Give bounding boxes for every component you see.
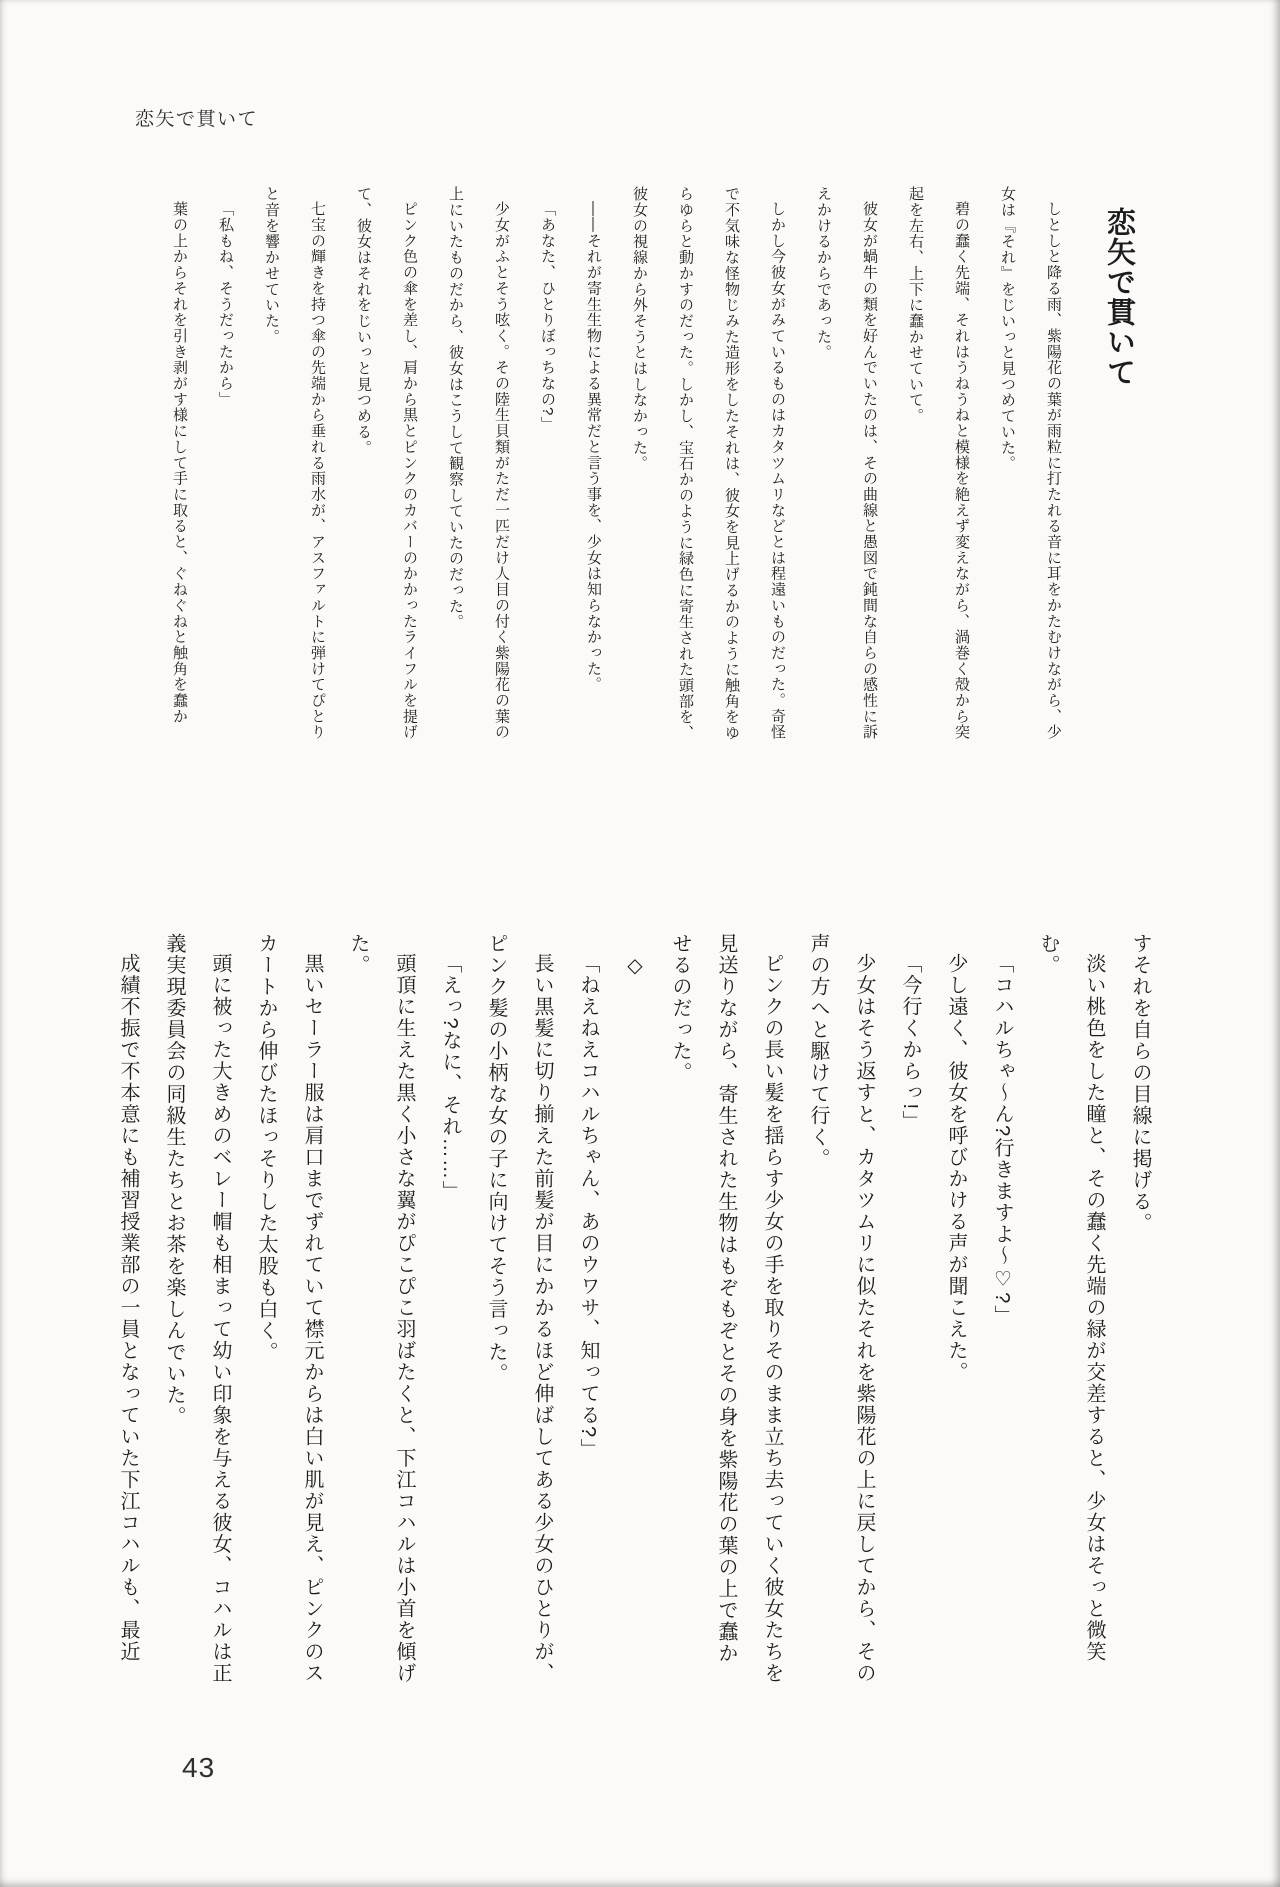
paragraph: 少し遠く、彼女を呼びかける声が聞こえた。 xyxy=(945,953,967,1383)
paragraph: 長い黒髪に切り揃えた前髪が目にかかるほど伸ばしてある少女のひとりが、ピンク髪の小柄な女の子に向けてそう言った。 xyxy=(485,933,553,1684)
paragraph: 碧の蠢く先端、それはうねうねと模様を絶えず変えながら、渦巻く殻から突起を左右、上下に蠢かせていて。 xyxy=(907,186,970,740)
paragraph: 「コハルちゃ〜ん?行きますよ〜♡?」 xyxy=(991,953,1013,1327)
top-paragraph-list xyxy=(156,186,1076,742)
paragraph: しかし今彼女がみているものはカタツムリなどとは程遠いものだった。奇怪で不気味な怪物じみた造形をしたそれは、彼女を見上げるかのように触角をゆらゆらと動かすのだった。しかし、宝石かのように緑色に寄生された頭部を、彼女の視線から外そうとはしなかった。 xyxy=(631,186,786,741)
paragraph: すそれを自らの目線に掲げる。 xyxy=(1129,933,1151,1234)
paragraph: 「ねえねえコハルちゃん、あのウワサ、知ってる?」 xyxy=(577,953,599,1461)
paragraph: 頭に被った大きめのベレー帽も相まって幼い印象を与える彼女、コハルは正義実現委員会の同級生たちとお茶を楽しんでいた。 xyxy=(163,933,231,1684)
paragraph: 「今行くからっ!」 xyxy=(899,953,921,1133)
paragraph: 「えっ?なに、それ……」 xyxy=(439,953,461,1203)
bottom-text-block xyxy=(105,933,1163,1685)
paragraph: 彼女が蝸牛の類を好んでいたのは、その曲線と愚図で鈍間な自らの感性に訴えかけるからであった。 xyxy=(815,186,878,740)
story-title: 恋矢で貫いて xyxy=(1103,207,1135,387)
paragraph: 黒いセーラー服は肩口までずれていて襟元からは白い肌が見え、ピンクのスカートから伸びたほっそりした太股も白く。 xyxy=(255,933,323,1684)
paragraph: ――それが寄生生物による異常だと言う事を、少女は知らなかった。 xyxy=(585,201,602,693)
paragraph: 頭頂に生えた黒く小さな翼がぴこぴこ羽ばたくと、下江コハルは小首を傾げた。 xyxy=(347,933,415,1684)
paragraph: ピンクの長い髪を揺らす少女の手を取りそのまま立ち去っていく彼女たちを見送りながら、寄生された生物はもぞもぞとその身を紫陽花の葉の上で蠢かせるのだった。 xyxy=(669,933,783,1684)
bottom-paragraph-list xyxy=(105,933,1163,1685)
paragraph: 「あなた、ひとりぼっちなの?」 xyxy=(539,201,556,433)
page-number: 43 xyxy=(182,1752,216,1783)
paragraph: 淡い桃色をした瞳と、その蠢く先端の緑が交差すると、少女はそっと微笑む。 xyxy=(1037,933,1105,1663)
paragraph: 成績不振で不本意にも補習授業部の一員となっていた下江コハルも、最近 xyxy=(117,953,139,1663)
top-text-block xyxy=(156,186,1144,742)
running-header: 恋矢で貫いて xyxy=(135,109,259,130)
paragraph: ◇ xyxy=(623,953,645,979)
paragraph: 「私もね、そうだったから」 xyxy=(217,201,234,408)
paragraph: しとしと降る雨、紫陽花の葉が雨粒に打たれる音に耳をかたむけながら、少女は『それ』をじいっと見つめていた。 xyxy=(999,186,1062,740)
paragraph: 七宝の輝きを持つ傘の先端から垂れる雨水が、アスファルトに弾けてぴとりと音を響かせていた。 xyxy=(263,186,326,740)
paragraph: 少女はそう返すと、カタツムリに似たそれを紫陽花の上に戻してから、その声の方へと駆けて行く。 xyxy=(807,933,875,1684)
paragraph: 葉の上からそれを引き剥がす様にして手に取ると、ぐねぐねと触角を蠢か xyxy=(171,201,188,725)
paragraph: 少女がふとそう呟く。その陸生貝類がただ一匹だけ人目の付く紫陽花の葉の上にいたものだから、彼女はこうして観察していたのだった。 xyxy=(447,186,510,740)
paragraph: ピンク色の傘を差し、肩から黒とピンクのカバーのかかったライフルを提げて、彼女はそれをじいっと見つめる。 xyxy=(355,186,418,740)
